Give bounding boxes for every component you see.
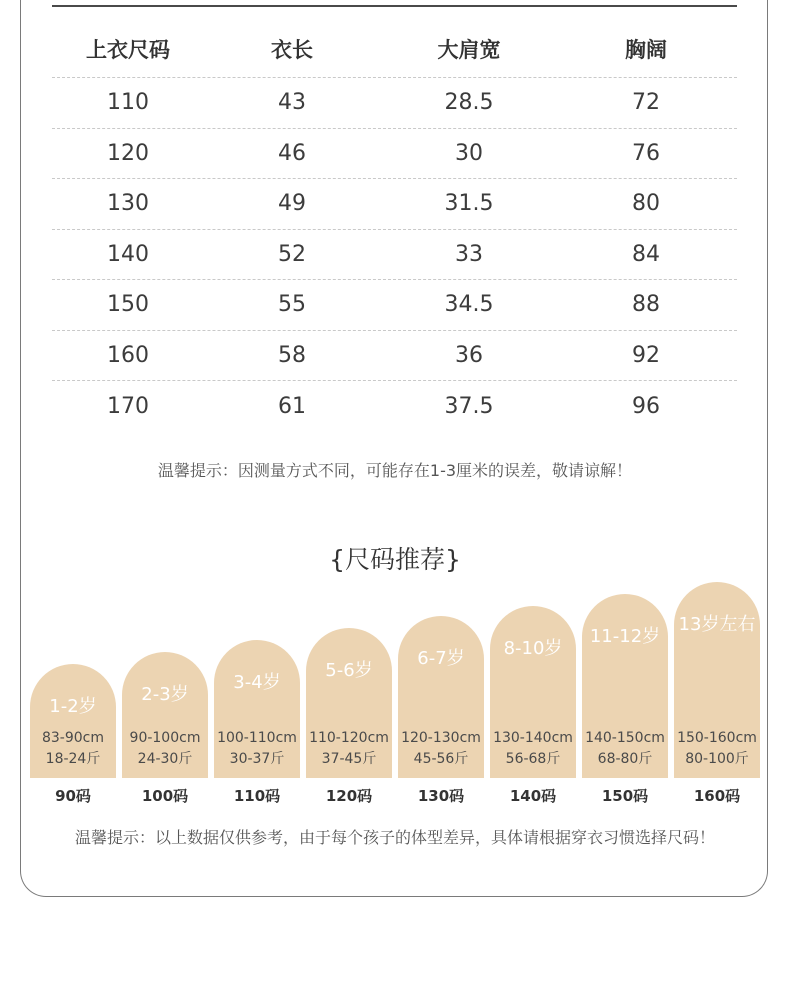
size-label: 120码 bbox=[325, 787, 373, 805]
age-label: 5-6岁 bbox=[325, 660, 373, 681]
table-header bbox=[52, 20, 737, 78]
top-divider bbox=[52, 5, 737, 7]
height-range: 120-130cm bbox=[401, 730, 481, 746]
cell-chest: 96 bbox=[632, 393, 660, 419]
cell-shoulder: 34.5 bbox=[444, 292, 494, 318]
table-row bbox=[52, 179, 737, 230]
cell-shoulder: 36 bbox=[455, 342, 483, 368]
cell-size: 170 bbox=[107, 393, 149, 419]
size-label: 130码 bbox=[417, 787, 465, 805]
age-label: 13岁左右 bbox=[678, 614, 756, 635]
height-range: 150-160cm bbox=[677, 730, 757, 746]
weight-range: 68-80斤 bbox=[597, 751, 653, 767]
header-shoulder: 大肩宽 bbox=[437, 37, 501, 62]
size-label: 140码 bbox=[509, 787, 557, 805]
height-range: 90-100cm bbox=[129, 730, 201, 746]
weight-range: 24-30斤 bbox=[137, 751, 193, 767]
size-bar-130 bbox=[398, 616, 484, 778]
height-range: 83-90cm bbox=[41, 730, 104, 746]
size-table bbox=[52, 20, 737, 432]
weight-range: 30-37斤 bbox=[229, 751, 285, 767]
weight-range: 80-100斤 bbox=[685, 751, 749, 767]
weight-range: 37-45斤 bbox=[321, 751, 377, 767]
size-bar-160 bbox=[674, 582, 760, 778]
weight-range: 56-68斤 bbox=[505, 751, 561, 767]
table-row bbox=[52, 280, 737, 331]
cell-chest: 72 bbox=[632, 90, 660, 116]
cell-chest: 80 bbox=[632, 191, 660, 217]
cell-length: 49 bbox=[278, 191, 306, 217]
recommend-title: {尺码推荐} bbox=[329, 545, 461, 574]
cell-shoulder: 33 bbox=[455, 241, 483, 267]
height-range: 100-110cm bbox=[217, 730, 297, 746]
header-chest: 胸阔 bbox=[625, 37, 667, 62]
cell-size: 130 bbox=[107, 191, 149, 217]
size-recommend-graphic bbox=[30, 575, 760, 810]
size-bar-110 bbox=[214, 640, 300, 778]
size-bar-120 bbox=[306, 628, 392, 778]
size-bar-90 bbox=[30, 664, 116, 778]
cell-size: 150 bbox=[107, 292, 149, 318]
table-row bbox=[52, 331, 737, 382]
age-label: 3-4岁 bbox=[233, 672, 281, 693]
cell-length: 58 bbox=[278, 342, 306, 368]
cell-length: 61 bbox=[278, 393, 306, 419]
cell-shoulder: 31.5 bbox=[444, 191, 494, 217]
height-range: 130-140cm bbox=[493, 730, 573, 746]
size-label: 100码 bbox=[141, 787, 189, 805]
size-label: 90码 bbox=[55, 787, 91, 805]
cell-size: 110 bbox=[107, 90, 149, 116]
table-row bbox=[52, 381, 737, 432]
header-length: 衣长 bbox=[271, 37, 313, 62]
cell-size: 120 bbox=[107, 140, 149, 166]
cell-length: 46 bbox=[278, 140, 306, 166]
age-label: 8-10岁 bbox=[503, 638, 563, 659]
height-range: 110-120cm bbox=[309, 730, 389, 746]
table-row bbox=[52, 230, 737, 281]
cell-length: 55 bbox=[278, 292, 306, 318]
table-row bbox=[52, 129, 737, 180]
size-bar-140 bbox=[490, 606, 576, 778]
age-label: 6-7岁 bbox=[417, 648, 465, 669]
size-label: 150码 bbox=[601, 787, 649, 805]
age-label: 1-2岁 bbox=[49, 696, 97, 717]
cell-shoulder: 30 bbox=[455, 140, 483, 166]
cell-size: 140 bbox=[107, 241, 149, 267]
age-label: 2-3岁 bbox=[141, 684, 189, 705]
height-range: 140-150cm bbox=[585, 730, 665, 746]
cell-length: 52 bbox=[278, 241, 306, 267]
size-bar-100 bbox=[122, 652, 208, 778]
header-size: 上衣尺码 bbox=[86, 37, 170, 62]
cell-chest: 92 bbox=[632, 342, 660, 368]
weight-range: 18-24斤 bbox=[45, 751, 101, 767]
table-row bbox=[52, 78, 737, 129]
size-label: 110码 bbox=[233, 787, 281, 805]
measurement-tip: 温馨提示：因测量方式不同，可能存在1-3厘米的误差，敬请谅解！ bbox=[157, 461, 633, 480]
weight-range: 45-56斤 bbox=[413, 751, 469, 767]
cell-chest: 84 bbox=[632, 241, 660, 267]
size-bar-150 bbox=[582, 594, 668, 778]
age-label: 11-12岁 bbox=[589, 626, 661, 647]
cell-size: 160 bbox=[107, 342, 149, 368]
size-label: 160码 bbox=[693, 787, 741, 805]
cell-shoulder: 28.5 bbox=[444, 90, 494, 116]
reference-tip: 温馨提示：以上数据仅供参考，由于每个孩子的体型差异，具体请根据穿衣习惯选择尺码！ bbox=[74, 828, 715, 847]
cell-length: 43 bbox=[278, 90, 306, 116]
cell-chest: 88 bbox=[632, 292, 660, 318]
cell-chest: 76 bbox=[632, 140, 660, 166]
cell-shoulder: 37.5 bbox=[444, 393, 494, 419]
